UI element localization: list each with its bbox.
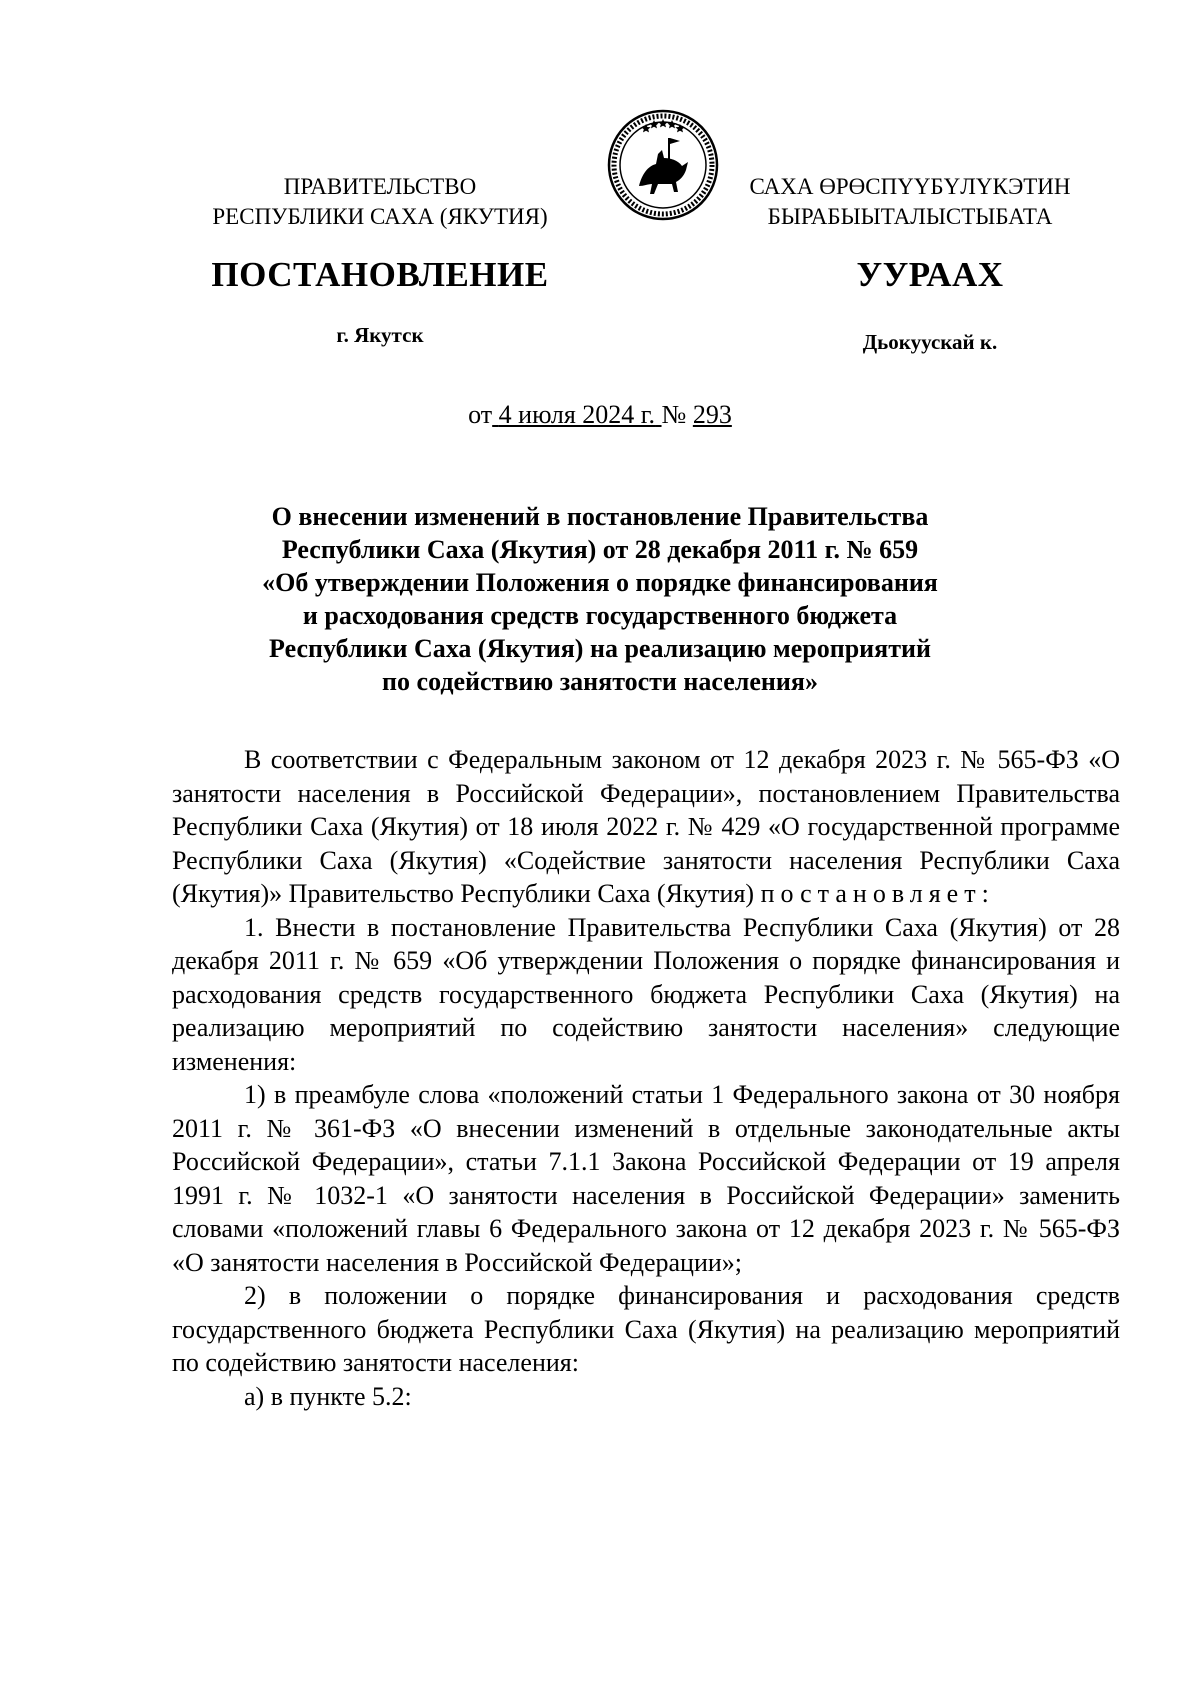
government-name-line1: ПРАВИТЕЛЬСТВО [283, 174, 477, 199]
document-title-line: «Об утверждении Положения о порядке финансирования [262, 568, 938, 597]
document-title [175, 500, 1025, 698]
document-type-yakut: УУРААХ [856, 255, 1004, 294]
subitem-2-paragraph: 2) в положении о порядке финансирования и расходования средств государственного бюджета Республики Саха (Якутия) на реализацию мероприятий по содействию занятости населения: [172, 1281, 1120, 1377]
government-name-line2: РЕСПУБЛИКИ САХА (ЯКУТИЯ) [212, 204, 548, 229]
document-date: 4 июля 2024 г. [498, 400, 656, 429]
city-russian: г. Якутск [336, 323, 424, 347]
document-title-line: по содействию занятости населения» [382, 667, 818, 696]
document-type-russian: ПОСТАНОВЛЕНИЕ [211, 255, 549, 294]
document-title-line: Республики Саха (Якутия) на реализацию мероприятий [269, 634, 931, 663]
document-title-line: О внесении изменений в постановление Правительства [271, 502, 929, 531]
document-title-line: Республики Саха (Якутия) от 28 декабря 2011 г. № 659 [281, 535, 919, 564]
number-sign: № [661, 400, 687, 429]
document-date-line [0, 400, 1200, 430]
government-name-yakut-line1: САХА ӨРӨСПҮҮБҮЛҮКЭТИН [749, 174, 1071, 199]
document-number: 293 [692, 400, 732, 429]
government-name-yakut [690, 172, 1130, 232]
date-prefix: от [468, 400, 493, 429]
decree-verb: постановляет: [760, 879, 995, 908]
document-body [172, 743, 1120, 1413]
government-name-russian [140, 172, 620, 232]
subitem-1-paragraph: 1) в преамбуле слова «положений статьи 1 Федерального закона от 30 ноября 2011 г. № 361-ФЗ «О внесении изменений в отдельные законодательные акты Российской Федерации», статьи 7.1.1 Закона Российской Федерации от 19 апреля 1991 г. № 1032-1 «О занятости населения в Российской Федерации» заменить словами «положений главы 6 Федерального закона от 12 декабря 2023 г. № 565-ФЗ «О занятости населения в Российской Федерации»; [172, 1080, 1120, 1277]
city-yakut: Дьокуускай к. [862, 330, 998, 354]
preamble-paragraph: В соответствии с Федеральным законом от 12 декабря 2023 г. № 565-ФЗ «О занятости населения в Российской Федерации», постановлением Правительства Республики Саха (Якутия) от 18 июля 2022 г. № 429 «О государственной программе Республики Саха (Якутия) «Содействие занятости населения Республики Саха (Якутия)» Правительство Республики Саха (Якутия) постановляет: [172, 745, 1120, 908]
document-title-line: и расходования средств государственного бюджета [302, 601, 898, 630]
item-1-paragraph: 1. Внести в постановление Правительства Республики Саха (Якутия) от 28 декабря 2011 г. № 659 «Об утверждении Положения о порядке финансирования и расходования средств государственного бюджета Республики Саха (Якутия) на реализацию мероприятий по содействию занятости населения» следующие изменения: [172, 912, 1120, 1076]
government-name-yakut-line2: БЫРАБЫЫТАЛЫСТЫБАТА [767, 204, 1053, 229]
subitem-a-paragraph: а) в пункте 5.2: [244, 1381, 412, 1411]
